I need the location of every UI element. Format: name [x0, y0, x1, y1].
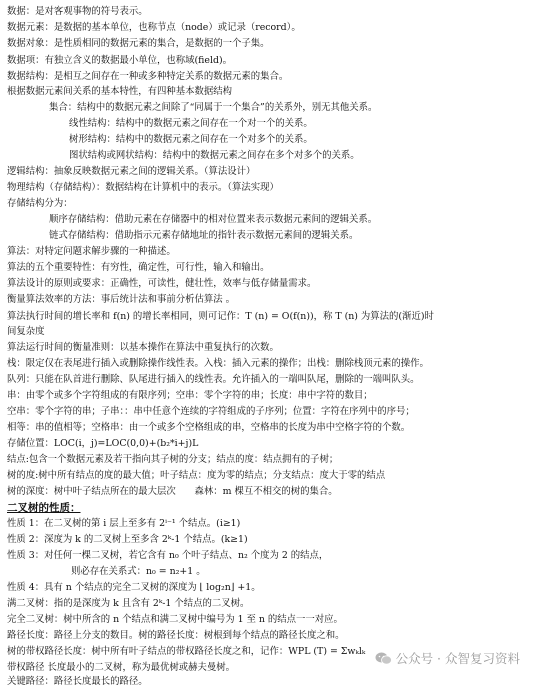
text-line: 空串：零个字符的串；子串：：串中任意个连续的字符组成的子序列；位置：字符在序列中的序号； — [7, 406, 415, 417]
watermark-text: 公众号 · 众智复习资料 — [395, 651, 520, 666]
text-line: 存储结构分为： — [7, 198, 73, 209]
text-line: 数据结构：是相互之间存在一种或多种特定关系的数据元素的集合。 — [7, 71, 289, 82]
text-line: 链式存储结构：借助指示元素存储地址的指针表示数据元素间的逻辑关系。 — [49, 230, 359, 241]
text-line: 线性结构：结构中的数据元素之间存在一个对一个的关系。 — [69, 118, 313, 129]
text-line: 算法运行时间的衡量准则：以基本操作在算法中重复执行的次数。 — [7, 342, 279, 353]
text-line: 性质 4：具有 n 个结点的完全二叉树的深度为 ⌊ log₂n⌋ +1。 — [7, 582, 261, 593]
text-line: 根据数据元素间关系的基本特性，有四种基本数据结构 — [7, 86, 233, 97]
text-line: 图状结构或网状结构：结构中的数据元素之间存在多个对多个的关系。 — [69, 150, 360, 161]
text-line: 串：由零个或多个字符组成的有限序列；空串：零个字符的串；长度：串中字符的数目； — [7, 390, 373, 401]
text-line: 树的度:树中所有结点的度的最大值；叶子结点：度为零的结点；分支结点：度大于零的结点 — [7, 470, 386, 481]
text-line: 物理结构（存储结构）：数据结构在计算机中的表示。（算法实现） — [7, 182, 279, 193]
text-line: 满二叉树：指的是深度为 k 且含有 2ᵏ-1 个结点的二叉树。 — [7, 598, 250, 609]
text-line: 数据项：有独立含义的数据最小单位，也称域(field)。 — [7, 55, 232, 66]
text-line: 算法的五个重要特性：有穷性，确定性，可行性，输入和输出。 — [7, 262, 270, 273]
text-line: 顺序存储结构：借助元素在存储器中的相对位置来表示数据元素间的逻辑关系。 — [49, 214, 378, 225]
wechat-icon — [375, 652, 392, 665]
text-line: 完全二叉树：树中所含的 n 个结点和满二叉树中编号为 1 至 n 的结点一一对应。 — [7, 614, 343, 625]
text-line: 关键路径：路径长度最长的路径。 — [7, 676, 148, 687]
text-line: 性质 2：深度为 k 的二叉树上至多含 2ᵏ-1 个结点。(k≥1) — [7, 534, 248, 545]
text-line: 存储位置：LOC(i，j)=LOC(0,0)+(b₂*i+j)L — [7, 438, 199, 449]
text-line: 逻辑结构：抽象反映数据元素之间的逻辑关系。（算法设计） — [7, 166, 256, 177]
text-line: 栈：限定仅在表尾进行插入或删除操作线性表。入栈：插入元素的操作；出栈：删除栈顶元素的操作。 — [7, 358, 429, 369]
text-line: 路径长度：路径上分支的数目。树的路径长度：树根到每个结点的路径长度之和。 — [7, 630, 345, 641]
text-line: 数据元素：是数据的基本单位，也称节点（node）或记录（record）。 — [7, 22, 301, 33]
text-line: 间复杂度 — [7, 326, 45, 337]
watermark — [375, 649, 520, 667]
text-line: 算法：对特定问题求解步骤的一种描述。 — [7, 246, 176, 257]
section-heading: 二叉树的性质： — [7, 502, 81, 514]
text-line: 则必存在关系式：n₀ = n₂+1 。 — [71, 566, 206, 577]
text-line: 数据对象：是性质相同的数据元素的集合，是数据的一个子集。 — [7, 38, 270, 49]
text-line: 相等：串的值相等；空格串：由一个或多个空格组成的串，空格串的长度为串中空格字符的个数。 — [7, 422, 411, 433]
text-line: 树形结构：结构中的数据元素之间存在一个对多个的关系。 — [69, 134, 313, 145]
text-line: 算法执行时间的增长率和 f(n) 的增长率相同，则可记作：T (n) = O(f(n))，称 T (n) 为算法的(渐近)时 — [7, 311, 434, 322]
text-line: 性质 3：对任何一棵二叉树，若它含有 n₀ 个叶子结点、n₂ 个度为 2 的结点， — [7, 550, 329, 561]
text-line: 带权路径 长度最小的二叉树，称为最优树或赫夫曼树。 — [7, 662, 235, 673]
text-line: 衡量算法效率的方法：事后统计法和事前分析估算法 。 — [7, 294, 235, 305]
text-line: 算法设计的原则或要求：正确性，可读性，健壮性，效率与低存储量需求。 — [7, 278, 317, 289]
text-line: 数据：是对客观事物的符号表示。 — [7, 6, 148, 17]
text-line: 树的深度：树中叶子结点所在的最大层次 森林：m 棵互不相交的树的集合。 — [7, 486, 338, 497]
text-line: 队列：只能在队首进行删除、队尾进行插入的线性表。允许插入的一端叫队尾，删除的一端叫队头。 — [7, 374, 420, 385]
text-line: 性质 1：在二叉树的第 i 层上至多有 2ⁱ⁻¹ 个结点。(i≥1) — [7, 518, 241, 529]
text-line: 树的带权路径长度：树中所有叶子结点的带权路径长度之和，记作：WPL (T) = Σwₖlₖ — [7, 646, 366, 657]
text-line: 集合：结构中的数据元素之间除了“同属于一个集合”的关系外，别无其他关系。 — [49, 102, 378, 113]
text-line: 结点:包含一个数据元素及若干指向其子树的分支；结点的度：结点拥有的子树； — [7, 454, 339, 465]
